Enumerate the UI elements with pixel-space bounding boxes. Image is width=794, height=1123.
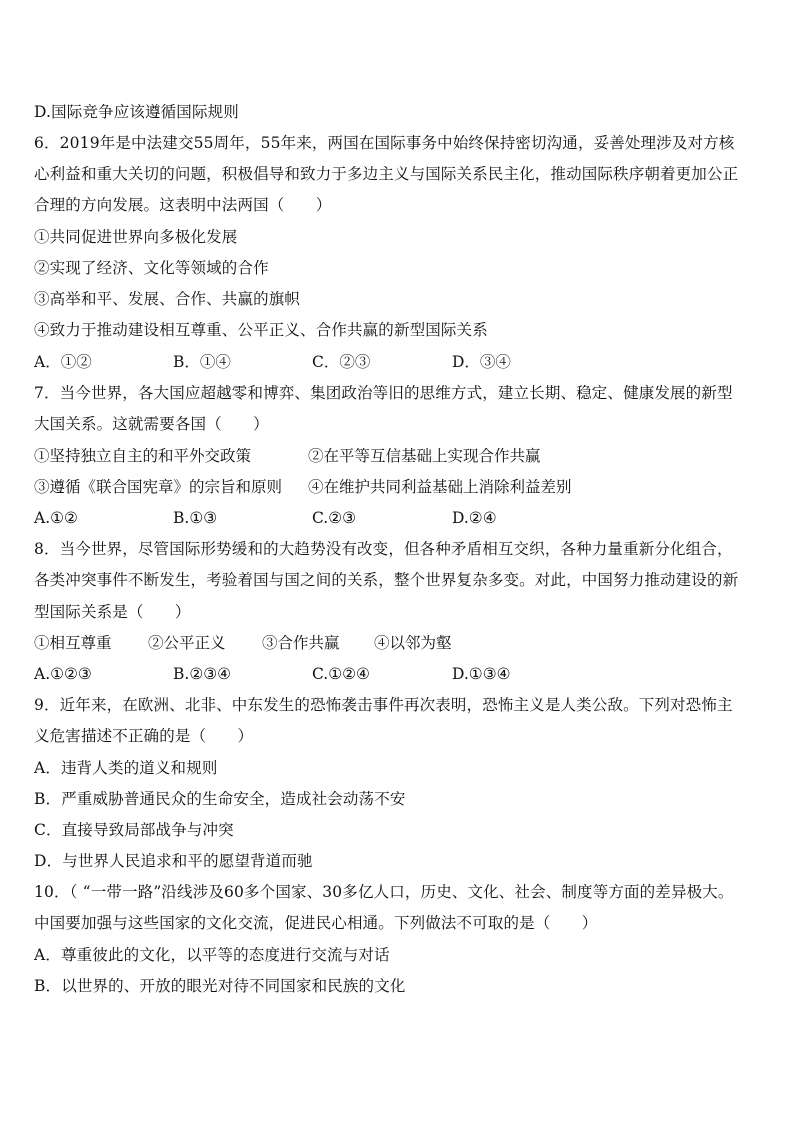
q8-item-1: ①相互尊重: [34, 634, 112, 652]
q8-option-a: A.①②③: [34, 665, 92, 683]
q7-option-b: B.①③: [173, 509, 218, 527]
q7-option-a: A.①②: [34, 509, 78, 527]
q7-options: [34, 508, 774, 528]
q9-stem-line-1: 9．近年来，在欧洲、北非、中东发生的恐怖袭击事件再次表明，恐怖主义是人类公敌。下列对恐怖主: [34, 696, 733, 714]
q6-item-4: ④致力于推动建设相互尊重、公平正义、合作共赢的新型国际关系: [34, 321, 488, 339]
q8-stem-line-1: 8．当今世界，尽管国际形势缓和的大趋势没有改变，但各种矛盾相互交织，各种力量重新分化组合，: [34, 540, 733, 558]
q8-items: [34, 633, 774, 653]
q7-stem-line-1: 7．当今世界，各大国应超越零和博弈、集团政治等旧的思维方式，建立长期、稳定、健康发展的新型: [34, 384, 733, 402]
q6-options: [34, 352, 774, 372]
q10-option-a: A．尊重彼此的文化，以平等的态度进行交流与对话: [34, 946, 390, 964]
q6-option-b: B．①④: [173, 353, 231, 371]
q10-stem-line-2: 中国要加强与这些国家的文化交流，促进民心相通。下列做法不可取的是（ ）: [34, 914, 598, 932]
q10-stem-line-1: 10．（ “一带一路”沿线涉及60多个国家、30多亿人口，历史、文化、社会、制度等方面的差异极大。: [34, 883, 734, 901]
q7-item-2: ②在平等互信基础上实现合作共赢: [308, 447, 541, 465]
q6-option-d: D．③④: [452, 353, 511, 371]
q7-item-1: ①坚持独立自主的和平外交政策: [34, 447, 252, 465]
q7-option-d: D.②④: [452, 509, 497, 527]
q7-item-4: ④在维护共同利益基础上消除利益差别: [308, 478, 572, 496]
q6-stem-line-2: 心利益和重大关切的问题，积极倡导和致力于多边主义与国际关系民主化，推动国际秩序朝着更加公正: [34, 165, 739, 183]
q8-options: [34, 664, 774, 684]
q6-option-c: C．②③: [312, 353, 371, 371]
q8-option-d: D.①③④: [452, 665, 511, 683]
q6-item-3: ③高举和平、发展、合作、共赢的旗帜: [34, 290, 301, 308]
q8-option-c: C.①②④: [312, 665, 370, 683]
q8-option-b: B.②③④: [173, 665, 232, 683]
q7-item-3: ③遵循《联合国宪章》的宗旨和原则: [34, 478, 283, 496]
q9-stem-line-2: 义危害描述不正确的是（ ）: [34, 727, 254, 745]
q8-stem-line-3: 型国际关系是（ ）: [34, 603, 191, 621]
q6-stem-line-3: 合理的方向发展。这表明中法两国（ ）: [34, 196, 332, 214]
q7-items-row-2: [34, 477, 774, 497]
q9-option-a: A．违背人类的道义和规则: [34, 759, 218, 777]
q7-option-c: C.②③: [312, 509, 357, 527]
q8-item-2: ②公平正义: [148, 634, 226, 652]
q6-item-1: ①共同促进世界向多极化发展: [34, 228, 238, 246]
q7-stem-line-2: 大国关系。这就需要各国（ ）: [34, 415, 269, 433]
q7-items-row-1: [34, 446, 774, 466]
q10-option-b: B．以世界的、开放的眼光对待不同国家和民族的文化: [34, 977, 406, 995]
q9-option-c: C．直接导致局部战争与冲突: [34, 821, 234, 839]
q9-option-b: B．严重威胁普通民众的生命安全，造成社会动荡不安: [34, 790, 406, 808]
q5-option-d: D.国际竞争应该遵循国际规则: [34, 103, 239, 121]
q6-item-2: ②实现了经济、文化等领域的合作: [34, 259, 269, 277]
q8-item-4: ④以邻为壑: [374, 634, 452, 652]
q6-option-a: A．①②: [34, 353, 92, 371]
q8-stem-line-2: 各类冲突事件不断发生，考验着国与国之间的关系，整个世界复杂多变。对此，中国努力推动建设的新: [34, 571, 739, 589]
q9-option-d: D．与世界人民追求和平的愿望背道而驰: [34, 852, 313, 870]
q8-item-3: ③合作共赢: [262, 634, 340, 652]
q6-stem-line-1: 6．2019年是中法建交55周年，55年来，两国在国际事务中始终保持密切沟通，妥善处理涉及对方核: [34, 134, 735, 152]
